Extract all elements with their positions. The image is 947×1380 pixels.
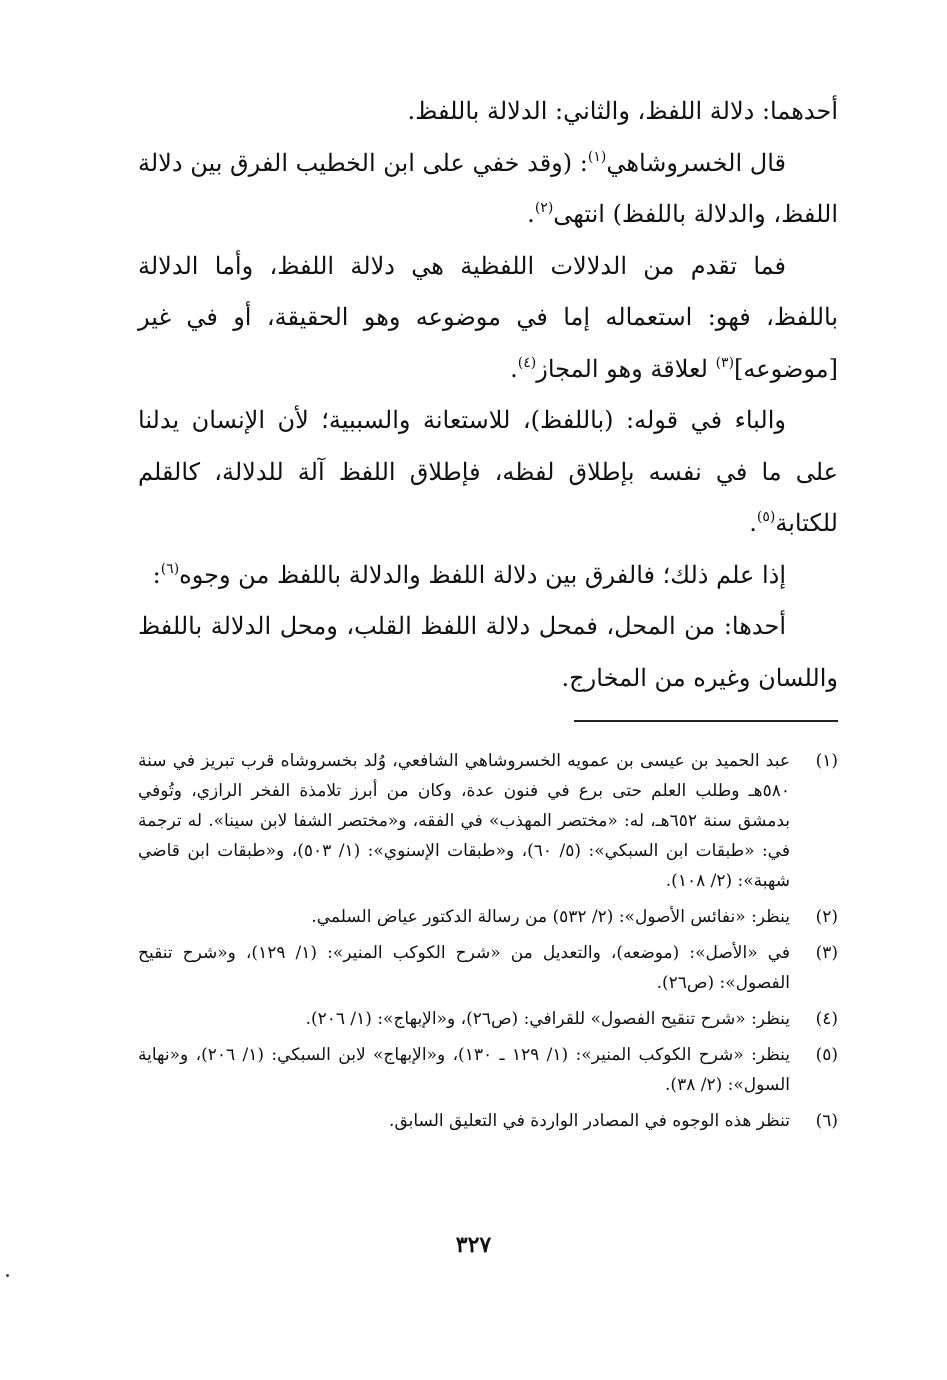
footnote-text: تنظر هذه الوجوه في المصادر الواردة في التعليق السابق. [389, 1111, 790, 1131]
footnote-item [138, 938, 838, 998]
footnote-number: (٣) [815, 943, 838, 963]
body-text-run: فما تقدم من الدلالات اللفظية هي دلالة اللفظ، وأما الدلالة باللفظ، فهو: استعماله إما في موضوعه وهو الحقيقة، أو في غير [موضوعه] [138, 251, 838, 383]
body-paragraph [138, 86, 838, 138]
body-text-run: : (وقد خفي على ابن الخطيب الفرق بين دلالة اللفظ، والدلالة باللفظ) انتهى [138, 148, 838, 228]
footnote-item [138, 902, 838, 932]
body-text-run: أحدها: من المحل، فمحل دلالة اللفظ القلب، ومحل الدلالة باللفظ واللسان وغيره من المخارج. [138, 612, 838, 692]
footnote-number: (٦) [815, 1111, 838, 1131]
body-text-run: . [510, 354, 518, 383]
footnote-reference: (٤) [517, 354, 537, 371]
body-paragraph [138, 138, 838, 241]
page-number: ٣٢٧ [455, 1232, 492, 1258]
footnote-number: (٤) [815, 1009, 838, 1029]
footnote-text: في «الأصل»: (موضعه)، والتعديل من «شرح الكوكب المنير»: (١/ ١٢٩)، و«شرح تنقيح الفصول»: (ص٢٦). [138, 943, 791, 993]
footnote-reference: (٣) [715, 354, 735, 371]
footnote-item [138, 1004, 838, 1034]
footnote-reference: (٦) [160, 560, 180, 577]
footnote-separator [574, 720, 838, 722]
body-text-run: والباء في قوله: (باللفظ)، للاستعانة والسببية؛ لأن الإنسان يدلنا على ما في نفسه بإطلاق لفظه، فإطلاق اللفظ آلة للدلالة، كالقلم للكتابة [138, 406, 838, 537]
footnote-text: ينظر: «شرح تنقيح الفصول» للقرافي: (ص٢٦)، و«الإبهاج»: (١/ ٢٠٦). [305, 1009, 790, 1029]
footnote-text: ينظر: «شرح الكوكب المنير»: (١/ ١٢٩ ـ ١٣٠)، و«الإبهاج» لابن السبكي: (١/ ٢٠٦)، و«نهاية السول»: (٢/ ٣٨). [138, 1045, 790, 1095]
footnote-reference: (١) [587, 148, 607, 165]
body-text-run: أحدهما: دلالة اللفظ، والثاني: الدلالة باللفظ. [407, 97, 838, 125]
body-paragraph [138, 550, 838, 602]
scan-artifact-dot [6, 1274, 9, 1277]
footnote-text: ينظر: «نفائس الأصول»: (٢/ ٥٣٢) من رسالة الدكتور عياض السلمي. [311, 907, 790, 927]
main-text-body [138, 86, 838, 704]
footnote-item [138, 746, 838, 896]
footnote-number: (١) [815, 751, 838, 771]
body-text-run: لعلاقة وهو المجاز [536, 354, 716, 383]
body-text-run: . [527, 200, 535, 228]
body-text-run: : [152, 560, 161, 589]
footnote-reference: (٢) [534, 200, 554, 216]
footnote-item [138, 1040, 838, 1100]
footnote-item [138, 1106, 838, 1136]
body-paragraph [138, 601, 838, 704]
footnote-number: (٢) [815, 907, 838, 927]
footnote-number: (٥) [815, 1045, 838, 1065]
footnote-text: عبد الحميد بن عيسى بن عمويه الخسروشاهي الشافعي، وُلد بخسروشاه قرب تبريز في سنة ٥٨٠هـ وطلب العلم حتى برع في فنون عدة، وكان من أبرز تلامذة الفخر الرازي، وتُوفي بدمشق سنة ٦٥٢هـ، له: «مختصر المهذب» في الفقه، و«مختصر الشفا لابن سينا». له ترجمة في: «طبقات ابن السبكي»: (٥/ ٦٠)، و«طبقات الإسنوي»: (١/ ٥٠٣)، و«طبقات ابن قاضي شهبة»: (٢/ ١٠٨). [138, 751, 790, 891]
body-text-run: قال الخسروشاهي [606, 148, 786, 177]
body-paragraph [138, 395, 838, 550]
body-text-run: إذا علم ذلك؛ فالفرق بين دلالة اللفظ والدلالة باللفظ من وجوه [179, 560, 786, 589]
footnote-reference: (٥) [756, 509, 776, 525]
body-text-run: . [749, 509, 757, 537]
footnotes-section [138, 746, 838, 1142]
body-paragraph [138, 241, 838, 396]
